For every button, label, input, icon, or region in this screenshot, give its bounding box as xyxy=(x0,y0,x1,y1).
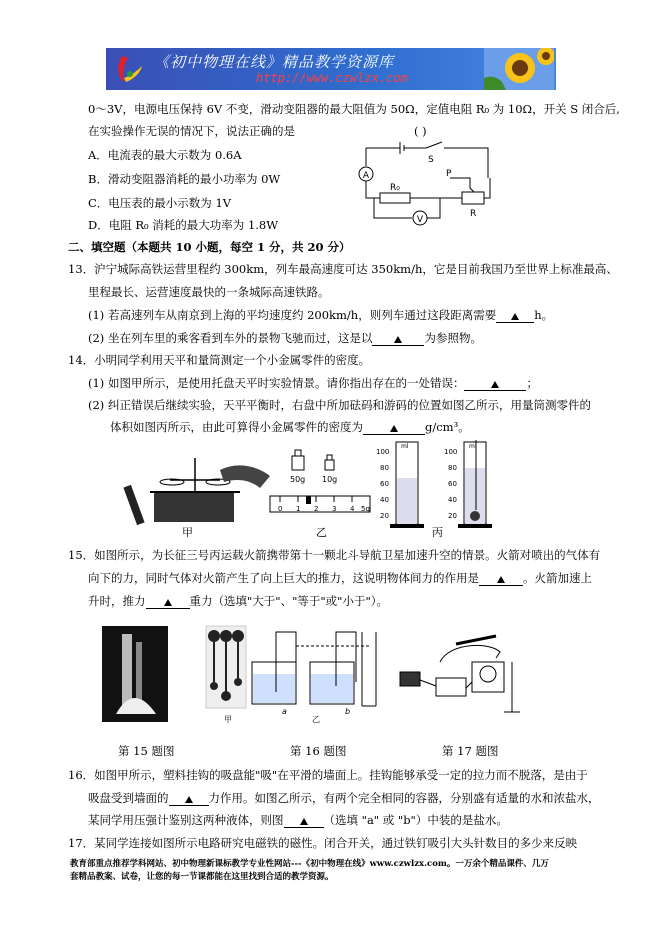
q14-blank-2[interactable] xyxy=(363,420,425,435)
cyl1-unit: ml xyxy=(401,443,409,450)
weight-10g: 10g xyxy=(322,475,338,484)
q14-sub1: (1) 如图甲所示，是使用托盘天平时实验情景。请你指出存在的一处错误： ； xyxy=(88,376,538,390)
cyl2-tick-40: 40 xyxy=(448,496,457,504)
voltmeter-label: V xyxy=(416,215,424,225)
pressure-gauges xyxy=(252,632,376,706)
q12-option-c: C．电压表的最小示数为 1V xyxy=(88,196,232,210)
q14-blank-1[interactable] xyxy=(464,376,526,391)
cyl1-tick-80: 80 xyxy=(380,464,389,472)
footer-line1: 教育部重点推荐学科网站、初中物理新课标教学专业性网站---《初中物理在线》www.czwlzx.com。一万余个精品课件、几万 xyxy=(70,859,549,869)
fig-jia-label: 甲 xyxy=(182,526,193,539)
rheostat-label: R xyxy=(470,209,477,219)
q16-line1: 16．如图甲所示，塑料挂钩的吸盘能"吸"在平滑的墙面上。挂钩能够承受一定的拉力而不脱落，是由于 xyxy=(68,768,588,782)
section2-heading: 二、填空题（本题共 10 小题，每空 1 分，共 20 分） xyxy=(68,240,351,254)
fig-bing-label: 丙 xyxy=(432,526,443,539)
cyl1-tick-20: 20 xyxy=(380,512,389,520)
q15-line3: 升时，推力 重力（选填"大于"、"等于"或"小于"）。 xyxy=(88,594,388,608)
q15-line1: 15．如图所示，为长征三号丙运载火箭携带第十一颗北斗导航卫星加速升空的情景。火箭对喷出的气体有 xyxy=(68,548,601,562)
r0-label: R₀ xyxy=(390,183,400,193)
q14-sub2-line2: 体积如图丙所示，由此可算得小金属零件的密度为 g/cm³。 xyxy=(110,420,470,434)
q14-sub2-line1: (2) 纠正错误后继续实验，天平平衡时，右盘中所加砝码和游码的位置如图乙所示，用量筒测零件的 xyxy=(88,398,591,412)
q16-line2: 吸盘受到墙面的 力作用。如图乙所示，有两个完全相同的容器，分别盛有适量的水和浓盐水， xyxy=(88,791,600,805)
q15-line2: 向下的力，同时气体对火箭产生了向上巨大的推力，这说明物体间力的作用是 。火箭加速上 xyxy=(88,571,592,585)
switch-label: S xyxy=(428,155,434,165)
scale-tick-1: 1 xyxy=(296,505,301,513)
q12-option-b: B．滑动变阻器消耗的最小功率为 0W xyxy=(88,172,281,186)
cyl2-tick-80: 80 xyxy=(448,464,457,472)
q12-line1: 0～3V，电源电压保持 6V 不变，滑动变阻器的最大阻值为 50Ω，定值电阻 R₀ 为 10Ω，开关 S 闭合后, xyxy=(88,102,620,116)
weight-50g: 50g xyxy=(290,475,306,484)
fig16-a: a xyxy=(282,707,287,716)
fig-yi-label: 乙 xyxy=(316,526,327,539)
q15-17-figures xyxy=(100,622,540,730)
footer-line2: 套精品教案、试卷，让您的每一节课都能在这里找到合适的教学资源。 xyxy=(70,872,334,882)
q13-sub2: (2) 坐在列车里的乘客看到车外的景物飞驰而过，这是以 为参照物。 xyxy=(88,331,482,345)
cyl2-tick-100: 100 xyxy=(444,448,458,456)
q16-blank-2[interactable] xyxy=(284,813,324,828)
balance-figure xyxy=(123,458,270,525)
scale-tick-2: 2 xyxy=(314,505,319,513)
q13-blank-1[interactable] xyxy=(496,308,534,323)
q12-circuit-diagram xyxy=(350,138,500,230)
scale-tick-0: 0 xyxy=(278,505,283,513)
q13-line2: 里程最长、运营速度最快的一条城际高速铁路。 xyxy=(88,285,330,299)
slider-label: P xyxy=(446,169,452,179)
scale-tick-4: 4 xyxy=(350,505,355,513)
q14-figures xyxy=(120,440,530,540)
q16-line3: 某同学用压强计鉴别这两种液体，则图 （选填 "a" 或 "b"）中装的是盐水。 xyxy=(88,813,508,827)
fig16-yi: 乙 xyxy=(312,715,320,724)
cyl2-tick-60: 60 xyxy=(448,480,457,488)
q13-blank-2[interactable] xyxy=(372,331,424,346)
q12-answer-paren: ( ) xyxy=(414,124,427,138)
q17-line1: 17．某同学连接如图所示电路研究电磁铁的磁性。闭合开关，通过铁钉吸引大头针数目的多少来反映 xyxy=(68,836,578,850)
electromagnet-circuit xyxy=(400,636,520,712)
q16-blank-1[interactable] xyxy=(169,791,209,806)
logo-icon xyxy=(112,52,144,86)
q15-blank-2[interactable] xyxy=(146,594,190,609)
fig16-b: b xyxy=(345,707,351,716)
fig17-caption-text: 第 17 题图 xyxy=(442,744,499,758)
cyl1-tick-60: 60 xyxy=(380,480,389,488)
fig16-caption-text: 第 16 题图 xyxy=(290,744,347,758)
banner-title: 《初中物理在线》精品教学资源库 xyxy=(154,53,395,71)
q15-blank-1[interactable] xyxy=(479,571,523,586)
q13-line1: 13．沪宁城际高铁运营里程约 300km，列车最高速度可达 350km/h，它是目前我国乃至世界上标准最高、 xyxy=(68,262,618,276)
q12-line2: 在实验操作无误的情况下，说法正确的是 xyxy=(88,124,295,138)
sunflower-icon xyxy=(484,48,554,90)
cyl2-tick-20: 20 xyxy=(448,512,457,520)
q14-line1: 14．小明同学利用天平和量筒测定一个小金属零件的密度。 xyxy=(68,353,371,367)
cyl1-tick-40: 40 xyxy=(380,496,389,504)
banner-url: http://www.czwlzx.com xyxy=(256,71,408,85)
q13-sub1: (1) 若高速列车从南京到上海的平均速度约 200km/h，则列车通过这段距离需要 h。 xyxy=(88,308,554,322)
scale-tick-5: 5g xyxy=(361,505,370,513)
q12-option-d: D．电阻 R₀ 消耗的最大功率为 1.8W xyxy=(88,218,279,232)
fig16-jia: 甲 xyxy=(224,715,232,724)
ammeter-label: A xyxy=(362,171,370,181)
measuring-cylinders xyxy=(390,440,492,528)
cyl2-unit: ml xyxy=(469,443,477,450)
scale-tick-3: 3 xyxy=(332,505,337,513)
weights-figure xyxy=(270,450,370,512)
fig15-caption-text: 第 15 题图 xyxy=(118,744,175,758)
header-banner xyxy=(106,48,556,90)
q12-option-a: A．电流表的最大示数为 0.6A xyxy=(88,148,242,162)
cyl1-tick-100: 100 xyxy=(376,448,390,456)
